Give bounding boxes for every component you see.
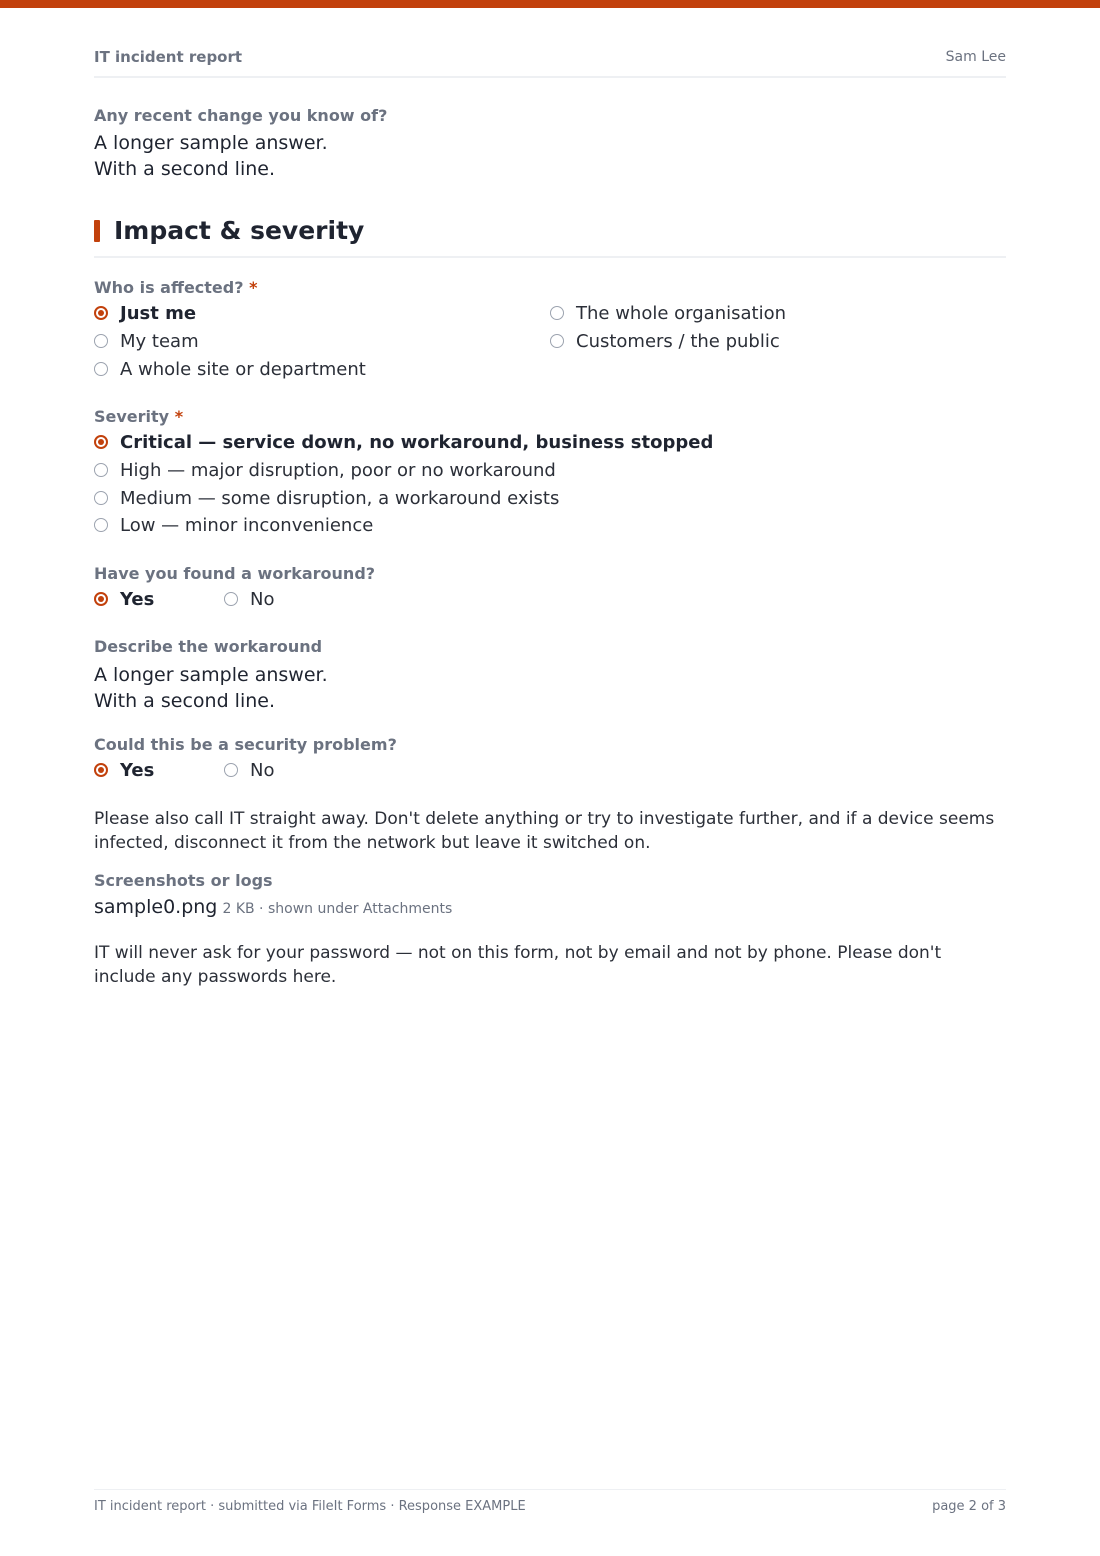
workaround-desc-label: Describe the workaround bbox=[94, 637, 323, 656]
workaround-desc-answer bbox=[94, 662, 328, 714]
security-label: Could this be a security problem? bbox=[94, 735, 397, 754]
attachments-label: Screenshots or logs bbox=[94, 871, 273, 890]
severity-option-label: High — major disruption, poor or no workaround bbox=[120, 460, 556, 481]
section-title: Impact & severity bbox=[114, 216, 365, 245]
radio-selected-icon bbox=[94, 763, 108, 777]
affected-option-label: Customers / the public bbox=[576, 331, 780, 352]
radio-unselected-icon bbox=[94, 362, 108, 376]
recent-change-label: Any recent change you know of? bbox=[94, 106, 388, 125]
security-note: Please also call IT straight away. Don't delete anything or try to investigate further, and if a device seems infected, disconnect it from the network but leave it switched on. bbox=[94, 809, 995, 853]
radio-unselected-icon bbox=[550, 334, 564, 348]
top-accent-bar bbox=[0, 0, 1100, 8]
severity-option-label: Medium — some disruption, a workaround exists bbox=[120, 488, 560, 509]
section-heading bbox=[94, 214, 1006, 258]
security-option-label: No bbox=[250, 760, 275, 781]
radio-selected-icon bbox=[94, 592, 108, 606]
password-note: IT will never ask for your password — not on this form, not by email and not by phone. Please don't include any passwords here. bbox=[94, 943, 942, 987]
radio-unselected-icon bbox=[94, 463, 108, 477]
attachment-meta: 2 KB · shown under Attachments bbox=[222, 901, 453, 917]
workaround-option-label: Yes bbox=[120, 589, 155, 610]
affected-option-label: The whole organisation bbox=[576, 303, 786, 324]
running-header bbox=[94, 48, 1006, 78]
page-footer bbox=[94, 1489, 1006, 1520]
radio-unselected-icon bbox=[94, 334, 108, 348]
radio-unselected-icon bbox=[224, 763, 238, 777]
workaround-label: Have you found a workaround? bbox=[94, 564, 376, 583]
respondent-name: Sam Lee bbox=[945, 49, 1006, 65]
security-option-label: Yes bbox=[120, 760, 155, 781]
radio-unselected-icon bbox=[224, 592, 238, 606]
section-marker bbox=[94, 220, 100, 242]
affected-label bbox=[94, 278, 257, 298]
workaround-desc-answer-line1: A longer sample answer. bbox=[94, 664, 328, 686]
severity-option-label: Low — minor inconvenience bbox=[120, 515, 374, 536]
affected-option-label: My team bbox=[120, 331, 199, 352]
form-title: IT incident report bbox=[94, 48, 243, 66]
radio-selected-icon bbox=[94, 435, 108, 449]
attachment-filename: sample0.png bbox=[94, 896, 218, 918]
radio-unselected-icon bbox=[550, 306, 564, 320]
affected-label-text: Who is affected? bbox=[94, 278, 244, 297]
required-asterisk: * bbox=[174, 407, 184, 426]
radio-unselected-icon bbox=[94, 491, 108, 505]
radio-selected-icon bbox=[94, 306, 108, 320]
workaround-desc-answer-line2: With a second line. bbox=[94, 690, 275, 712]
required-asterisk: * bbox=[249, 278, 258, 297]
workaround-option-label: No bbox=[250, 589, 275, 610]
severity-label bbox=[94, 407, 183, 427]
recent-change-answer bbox=[94, 130, 328, 182]
recent-change-answer-line2: With a second line. bbox=[94, 158, 275, 180]
severity-label-text: Severity bbox=[94, 407, 170, 426]
recent-change-answer-line1: A longer sample answer. bbox=[94, 132, 328, 154]
affected-option-label: Just me bbox=[120, 303, 197, 324]
page-number: page 2 of 3 bbox=[932, 1499, 1006, 1514]
affected-option-label: A whole site or department bbox=[120, 359, 366, 380]
footer-info: IT incident report · submitted via FileIt Forms · Response EXAMPLE bbox=[94, 1499, 526, 1514]
radio-unselected-icon bbox=[94, 518, 108, 532]
severity-option-label: Critical — service down, no workaround, business stopped bbox=[120, 432, 714, 453]
attachment-file bbox=[94, 896, 452, 922]
